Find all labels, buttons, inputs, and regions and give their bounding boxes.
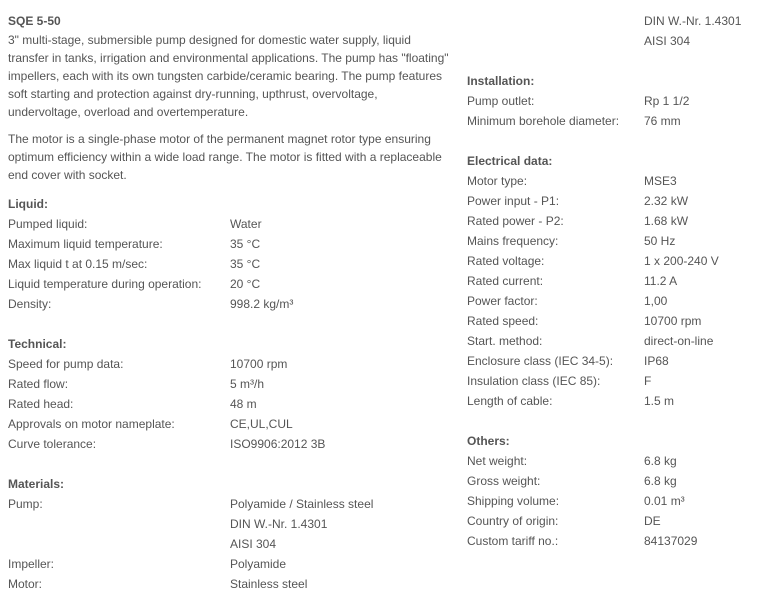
spec-row — [8, 214, 453, 234]
spec-row — [467, 351, 767, 371]
spec-label: Pumped liquid: — [8, 217, 88, 231]
others-heading: Others: — [467, 434, 510, 448]
spec-label: Shipping volume: — [467, 494, 560, 508]
spec-value: 35 °C — [230, 257, 261, 271]
spec-value: 10700 rpm — [230, 357, 288, 371]
spec-label — [467, 11, 644, 31]
spec-label: Pump outlet: — [467, 94, 535, 108]
spec-value: AISI 304 — [230, 537, 277, 551]
installation-heading: Installation: — [467, 74, 535, 88]
electrical-heading: Electrical data: — [467, 154, 553, 168]
spec-value: MSE3 — [644, 174, 677, 188]
spec-value: direct-on-line — [644, 334, 714, 348]
spec-row — [467, 171, 767, 191]
spec-row — [467, 231, 767, 251]
spec-label: Insulation class (IEC 85): — [467, 374, 601, 388]
spec-value: 10700 rpm — [644, 314, 702, 328]
spec-label: Rated power - P2: — [467, 214, 564, 228]
spec-value: 48 m — [230, 397, 257, 411]
spec-label: Minimum borehole diameter: — [467, 114, 620, 128]
spec-label: Length of cable: — [467, 394, 553, 408]
product-title: SQE 5-50 — [8, 14, 61, 28]
technical-section — [8, 354, 453, 454]
spec-value: AISI 304 — [644, 34, 691, 48]
spec-value: IP68 — [644, 354, 669, 368]
spec-row — [467, 11, 767, 31]
spec-value: 5 m³/h — [230, 377, 265, 391]
spec-value: 35 °C — [230, 237, 261, 251]
left-column — [8, 11, 453, 594]
product-description: 3" multi-stage, submersible pump designed for domestic water supply, liquid transfer in tanks, irrigation and environmental applications. The pump has "floating" impellers, each with its own tungsten carbide/ceramic bearing. The pump features soft starting and protection against dry-running, upthrust, overvoltage, undervoltage, overload and overtemperature. — [8, 33, 449, 119]
spec-label: Rated voltage: — [467, 254, 545, 268]
right-column — [467, 11, 767, 551]
spec-label: Mains frequency: — [467, 234, 559, 248]
spec-label: Impeller: — [8, 557, 55, 571]
spec-value: 1.5 m — [644, 394, 675, 408]
spec-label: Enclosure class (IEC 34-5): — [467, 354, 614, 368]
spec-value: 6.8 kg — [644, 474, 677, 488]
spec-value: 1,00 — [644, 294, 668, 308]
spec-row — [467, 251, 767, 271]
spec-value: ISO9906:2012 3B — [230, 437, 326, 451]
others-section — [467, 451, 767, 551]
materials-heading: Materials: — [8, 477, 65, 491]
spec-label: Country of origin: — [467, 514, 559, 528]
spec-row — [8, 494, 453, 514]
spec-value: 0.01 m³ — [644, 494, 685, 508]
spec-label — [8, 514, 230, 534]
spec-label: Gross weight: — [467, 474, 541, 488]
spec-row — [8, 534, 453, 554]
spec-label: Density: — [8, 297, 52, 311]
spec-row — [467, 311, 767, 331]
spec-row — [8, 434, 453, 454]
spec-row — [467, 371, 767, 391]
spec-value: 998.2 kg/m³ — [230, 297, 294, 311]
spec-value: 50 Hz — [644, 234, 676, 248]
spec-row — [467, 31, 767, 51]
spec-label — [8, 534, 230, 554]
motor-description: The motor is a single-phase motor of the permanent magnet rotor type ensuring optimum efficiency within a wide load range. The motor is fitted with a replaceable end cover with socket. — [8, 132, 442, 182]
liquid-section — [8, 214, 453, 314]
spec-row — [8, 294, 453, 314]
spec-row — [467, 111, 767, 131]
materials-section — [8, 494, 453, 594]
spec-label: Approvals on motor nameplate: — [8, 417, 175, 431]
spec-value: CE,UL,CUL — [230, 417, 293, 431]
spec-row — [8, 274, 453, 294]
installation-section — [467, 91, 767, 131]
spec-label: Speed for pump data: — [8, 357, 124, 371]
spec-label: Start. method: — [467, 334, 543, 348]
spec-label: Motor: — [8, 577, 43, 591]
spec-value: Polyamide / Stainless steel — [230, 497, 374, 511]
spec-value: Stainless steel — [230, 577, 308, 591]
spec-row — [8, 394, 453, 414]
spec-row — [8, 414, 453, 434]
spec-row — [8, 574, 453, 594]
spec-row — [467, 471, 767, 491]
spec-label: Rated current: — [467, 274, 544, 288]
spec-row — [467, 511, 767, 531]
spec-row — [8, 354, 453, 374]
spec-label: Custom tariff no.: — [467, 534, 559, 548]
electrical-section — [467, 171, 767, 411]
spec-row — [467, 331, 767, 351]
spec-label — [467, 31, 644, 51]
spec-value: Polyamide — [230, 557, 287, 571]
spec-row — [8, 254, 453, 274]
spec-row — [8, 514, 453, 534]
spec-value: DIN W.-Nr. 1.4301 — [644, 14, 742, 28]
spec-value: F — [644, 374, 652, 388]
spec-label: Maximum liquid temperature: — [8, 237, 163, 251]
spec-value: Rp 1 1/2 — [644, 94, 690, 108]
spec-row — [8, 374, 453, 394]
spec-row — [467, 91, 767, 111]
spec-value: 11.2 A — [644, 274, 678, 288]
spec-row — [467, 291, 767, 311]
spec-label: Motor type: — [467, 174, 528, 188]
spec-value: 2.32 kW — [644, 194, 689, 208]
spec-row — [8, 234, 453, 254]
spec-value: 84137029 — [644, 534, 698, 548]
spec-label: Curve tolerance: — [8, 437, 97, 451]
spec-value: 6.8 kg — [644, 454, 677, 468]
technical-heading: Technical: — [8, 337, 67, 351]
spec-value: 1 x 200-240 V — [644, 254, 719, 268]
materials-continued-section — [467, 11, 767, 51]
spec-label: Rated speed: — [467, 314, 539, 328]
spec-row — [467, 191, 767, 211]
spec-value: 1.68 kW — [644, 214, 689, 228]
spec-label: Power input - P1: — [467, 194, 560, 208]
spec-label: Pump: — [8, 497, 43, 511]
spec-label: Rated flow: — [8, 377, 69, 391]
spec-row — [467, 271, 767, 291]
spec-value: DE — [644, 514, 661, 528]
spec-label: Rated head: — [8, 397, 74, 411]
spec-row — [467, 211, 767, 231]
spec-value: DIN W.-Nr. 1.4301 — [230, 517, 328, 531]
spec-value: 20 °C — [230, 277, 261, 291]
spec-label: Liquid temperature during operation: — [8, 277, 202, 291]
spec-row — [8, 554, 453, 574]
spec-row — [467, 391, 767, 411]
spec-label: Max liquid t at 0.15 m/sec: — [8, 257, 148, 271]
spec-label: Net weight: — [467, 454, 528, 468]
spec-row — [467, 451, 767, 471]
liquid-heading: Liquid: — [8, 197, 48, 211]
spec-row — [467, 491, 767, 511]
spec-row — [467, 531, 767, 551]
spec-value: Water — [230, 217, 262, 231]
spec-label: Power factor: — [467, 294, 538, 308]
spec-value: 76 mm — [644, 114, 681, 128]
